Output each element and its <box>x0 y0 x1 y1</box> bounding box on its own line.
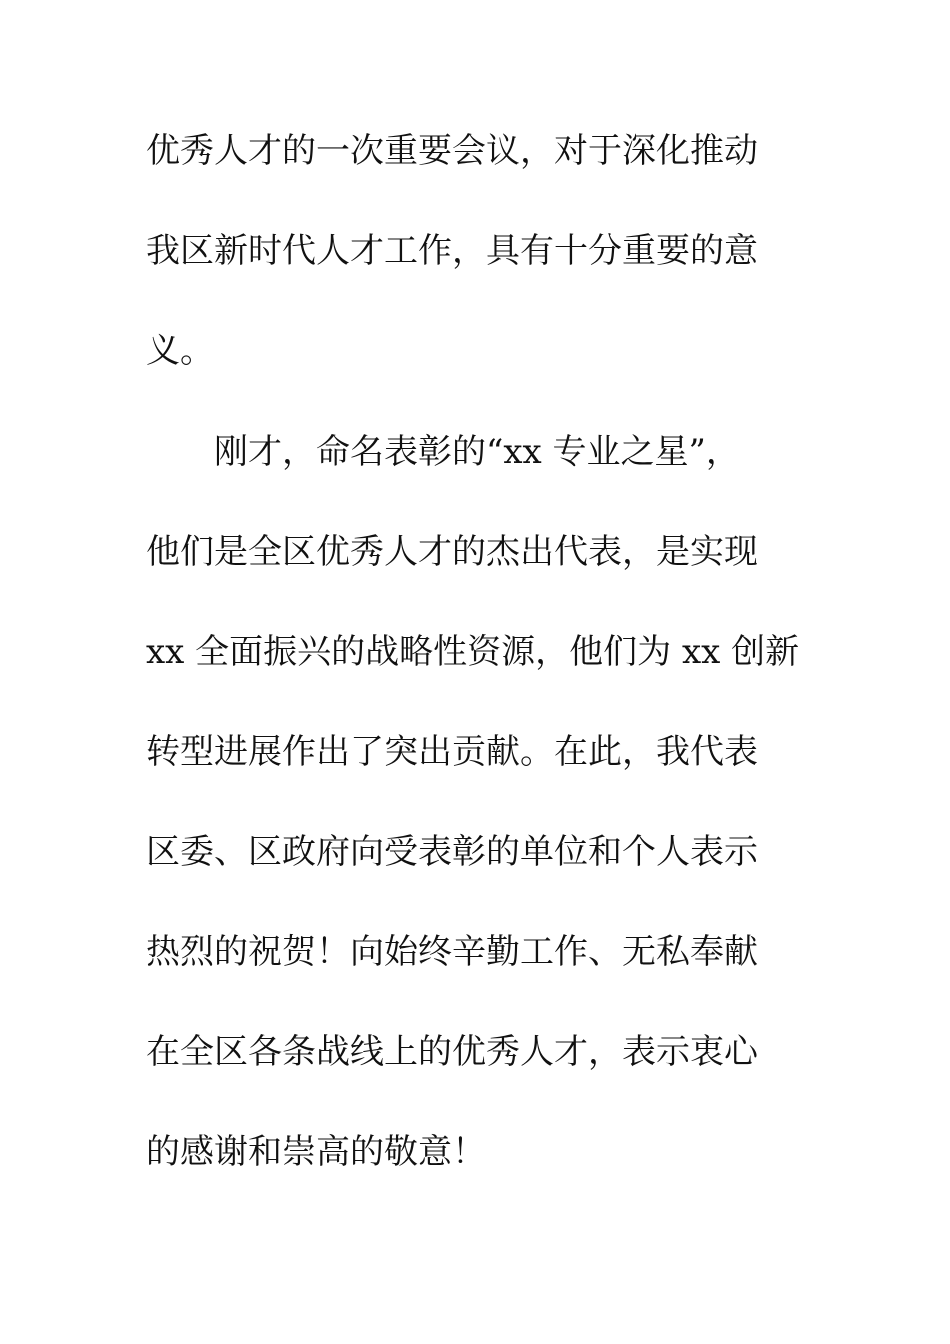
paragraph-line: 优秀人才的一次重要会议，对于深化推动 <box>146 131 758 171</box>
paragraph-line: 在全区各条战线上的优秀人才，表示衷心 <box>146 1032 758 1072</box>
paragraph-line: 义。 <box>146 331 214 371</box>
paragraph-first-line: 刚才，命名表彰的“xx 专业之星”， <box>214 432 740 472</box>
paragraph-line: 我区新时代人才工作，具有十分重要的意 <box>146 231 758 271</box>
paragraph-line: 区委、区政府向受表彰的单位和个人表示 <box>146 832 758 872</box>
paragraph-line: 热烈的祝贺！向始终辛勤工作、无私奉献 <box>146 932 758 972</box>
paragraph-line: 转型进展作出了突出贡献。在此，我代表 <box>146 732 758 772</box>
paragraph-line: xx 全面振兴的战略性资源，他们为 xx 创新 <box>146 632 800 672</box>
paragraph-line: 他们是全区优秀人才的杰出代表，是实现 <box>146 532 758 572</box>
paragraph-line: 的感谢和崇高的敬意！ <box>146 1132 486 1172</box>
